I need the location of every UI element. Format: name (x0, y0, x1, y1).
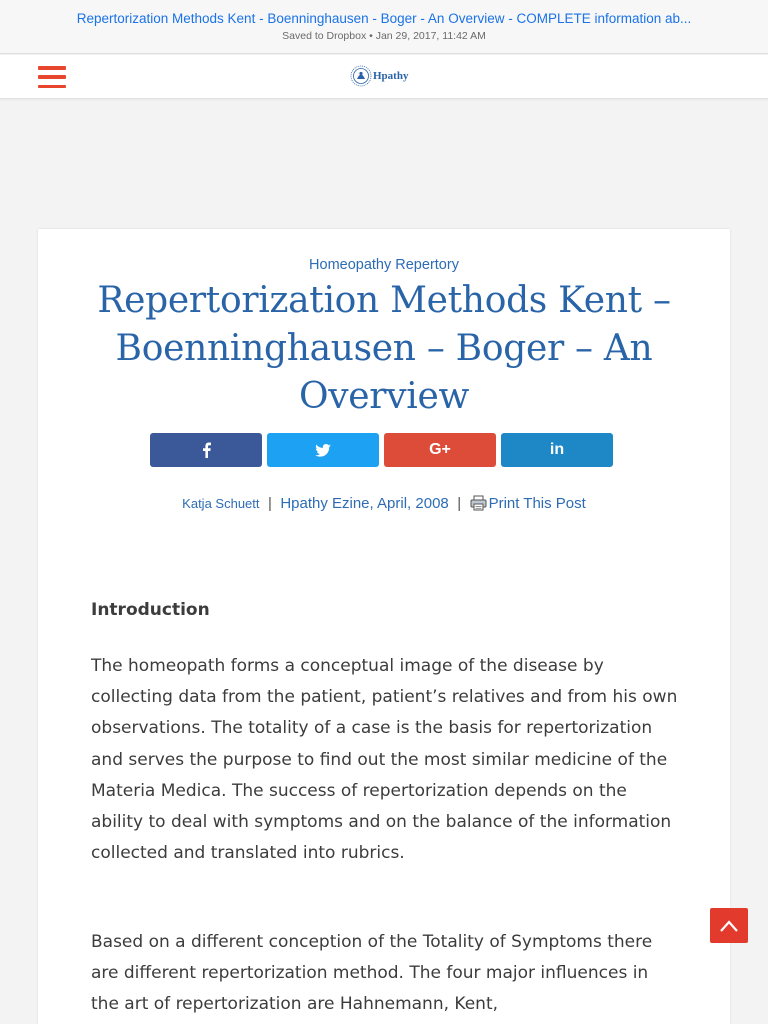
scroll-to-top-button[interactable] (710, 908, 748, 943)
site-header (0, 55, 768, 99)
dropbox-save-info: Saved to Dropbox • Jan 29, 2017, 11:42 AM (282, 30, 486, 42)
article-paragraph: Based on a different conception of the Totality of Symptoms there are different repertorization method. The four major influences in the art of repertorization are Hahnemann, Kent, (91, 932, 653, 1015)
facebook-share-button[interactable] (150, 433, 262, 467)
print-post-label: Print This Post (488, 495, 586, 512)
google-plus-share-button[interactable] (384, 433, 496, 467)
author-link[interactable]: Katja Schuett (182, 496, 260, 511)
article-card (38, 229, 730, 1024)
section-heading: Introduction (91, 600, 210, 620)
printer-icon (470, 495, 487, 511)
logo-text: Hpathy (373, 70, 409, 82)
linkedin-share-button[interactable] (501, 433, 613, 467)
google-plus-icon: G+ (429, 441, 451, 458)
dropbox-bar (0, 0, 768, 54)
share-buttons (150, 433, 614, 467)
linkedin-icon: in (549, 441, 565, 458)
article-category[interactable]: Homeopathy Repertory (309, 257, 459, 273)
site-logo[interactable] (350, 61, 408, 91)
article-byline (38, 495, 730, 513)
hamburger-menu-icon[interactable] (38, 66, 66, 88)
facebook-icon (202, 442, 211, 458)
print-post-link[interactable] (470, 495, 586, 512)
chevron-up-icon (719, 920, 739, 932)
hpathy-logo-icon (350, 65, 372, 87)
publication-link[interactable]: Hpathy Ezine, April, 2008 (280, 495, 449, 512)
byline-separator: | (267, 495, 272, 512)
byline-separator: | (457, 495, 462, 512)
dropbox-page-title[interactable]: Repertorization Methods Kent - Boenninghausen - Boger - An Overview - COMPLETE information ab... (76, 11, 692, 26)
twitter-share-button[interactable] (267, 433, 379, 467)
article-title: Repertorization Methods Kent – Boenninghausen – Boger – An Overview (97, 280, 671, 417)
article-paragraph: The homeopath forms a conceptual image of the disease by collecting data from the patient, patient’s relatives and from his own observations. The totality of a case is the basis for repertorization and serves the purpose to find out the most similar medicine of the Materia Medica. The success of repertorization depends on the ability to deal with symptoms and on the balance of the information collected and translated into rubrics. (91, 656, 678, 864)
twitter-icon (315, 444, 331, 457)
